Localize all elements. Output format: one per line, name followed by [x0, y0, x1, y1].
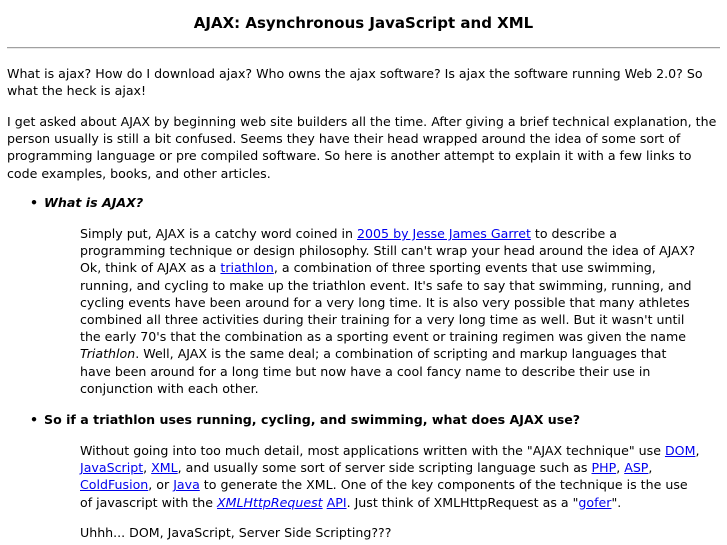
link-java[interactable]: Java: [173, 477, 200, 493]
link-gofer[interactable]: gofer: [578, 494, 612, 510]
intro-paragraph-1: What is ajax? How do I download ajax? Who owns the ajax software? Is ajax the software running Web 2.0? So what the heck is ajax!: [7, 66, 703, 99]
link-coldfusion[interactable]: ColdFusion: [80, 477, 149, 493]
text: ,: [143, 460, 152, 476]
link-triathlon[interactable]: triathlon: [220, 260, 274, 276]
text: . Well, AJAX is the same deal; a combination of scripting and markup languages that have been around for a long time but now have a cool fancy name to describe their use in conjunction with each other.: [80, 346, 667, 396]
text: to generate the XML. One of the key components of the technique is the use of javascript with the: [80, 477, 688, 510]
link-xml[interactable]: XML: [151, 460, 178, 476]
section-heading-text: What is AJAX?: [44, 195, 144, 210]
section-2-paragraph: [80, 442, 700, 511]
text: . Just think of XMLHttpRequest as a ": [346, 494, 579, 510]
text: ,: [616, 460, 625, 476]
text: , and usually some sort of server side scripting language such as: [177, 460, 592, 476]
text: ,: [648, 460, 653, 476]
text: ".: [611, 494, 622, 510]
text: Without going into too much detail, most applications written with the "AJAX technique" use: [80, 443, 665, 458]
text: , a combination of three sporting events that use swimming, running, and cycling to make up the triathlon event. It's safe to say that swimming, running, and cycling events have been around for a very long time. It is also very possible that many athletes combined all three activities during their training for a very long time as well. But it wasn't until the early 70's that the combination as a sporting event or training regimen was given the name: [80, 260, 692, 345]
link-xmlhttprequest[interactable]: [217, 495, 323, 510]
link-dom[interactable]: DOM: [664, 443, 696, 458]
emphasis-triathlon: Triathlon: [80, 346, 136, 362]
section-2-paragraph-2: Uhhh... DOM, JavaScript, Server Side Scripting???: [80, 525, 392, 540]
page-title: AJAX: Asynchronous JavaScript and XML: [193, 14, 534, 32]
link-api[interactable]: API: [326, 494, 347, 510]
bullet-icon: •: [30, 195, 39, 210]
link-garret[interactable]: 2005 by Jesse James Garret: [357, 226, 531, 241]
section-1-paragraph: [80, 225, 700, 397]
section-heading-text: So if a triathlon uses running, cycling, and swimming, what does AJAX use?: [44, 412, 581, 427]
section-heading-what-is-ajax: [30, 194, 143, 211]
intro-paragraph-2: I get asked about AJAX by beginning web site builders all the time. After giving a brief technical explanation, the person usually is still a bit confused. Seems they have their head wrapped around the idea of some sort of programming language or pre compiled software. So here is another attempt to explain it with a few links to code examples, books, and other articles.: [7, 114, 717, 181]
link-xmlhttprequest-text[interactable]: XMLHttpRequest: [217, 494, 323, 510]
text: ,: [695, 443, 700, 458]
text: Simply put, AJAX is a catchy word coined in: [80, 226, 358, 241]
section-heading-what-does-ajax-use: [30, 411, 580, 428]
text: to describe a programming technique or design philosophy. Still can't wrap your head around the idea of AJAX? Ok, think of AJAX as a: [80, 226, 696, 276]
bullet-icon: •: [30, 412, 39, 427]
header-divider: [7, 47, 720, 49]
text: , or: [148, 477, 174, 493]
link-asp[interactable]: ASP: [624, 460, 649, 476]
link-javascript[interactable]: JavaScript: [80, 460, 144, 476]
link-php[interactable]: PHP: [591, 460, 617, 476]
